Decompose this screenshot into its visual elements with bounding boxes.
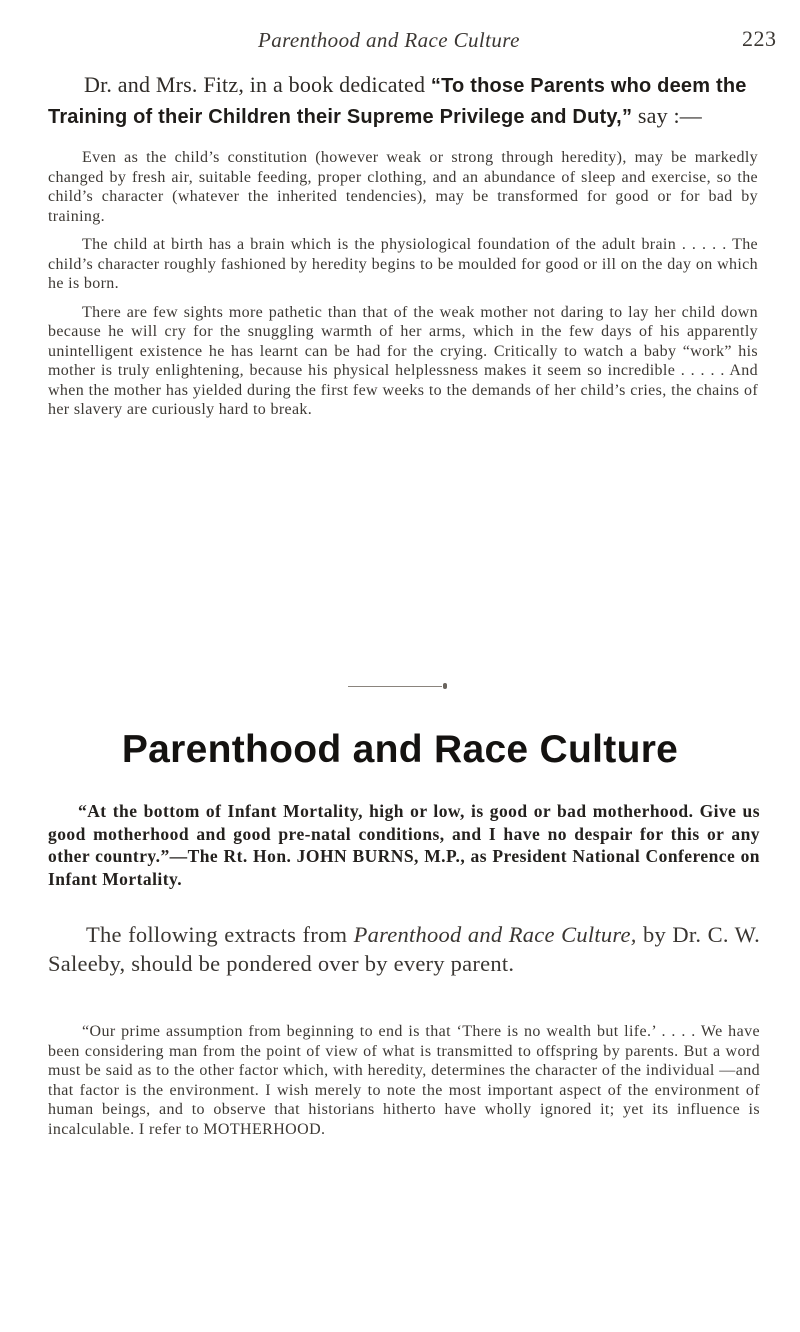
- book-dedication: “To those Parents who deem the Training of their Children their Supreme Privilege and Duty,”: [48, 75, 747, 128]
- lead-text-after: say :—: [632, 103, 702, 128]
- quoted-paragraph-2: The child at birth has a brain which is the physiological foundation of the adult brain . . . . . The child’s character roughly fashioned by heredity begins to be moulded for good or ill on the day on which he is born.: [48, 236, 758, 292]
- quoted-extract-block: [48, 148, 758, 429]
- quoted-paragraph-1: Even as the child’s constitution (however weak or strong through heredity), may be markedly changed by fresh air, suitable feeding, proper clothing, and an abundance of sleep and exercise, so the child’s character (whatever the inherited tendencies), may be transformed for good or for bad by training.: [48, 149, 758, 225]
- saleeby-extract: “Our prime assumption from beginning to end is that ‘There is no wealth but life.’ . . . . We have been considering man from the point of view of what is transmitted to offspring by parents. But a word must be said as to the other factor which, with heredity, determines the character of the individual —and that factor is the environment. I wish merely to note the most important aspect of the environment of human beings, and to observe that historians hitherto have wholly ignored it; yet its influence is incalculable. I refer to MOTHERHOOD.: [48, 1023, 760, 1138]
- page-number: 223: [742, 26, 777, 51]
- lead-paragraph: [48, 70, 758, 132]
- section-divider: [348, 686, 442, 687]
- epigraph-quote: “At the bottom of Infant Mortality, high or low, is good or bad motherhood. Give us good motherhood and good pre-natal conditions, and I have no despair for this or any other country.”—The Rt. Hon. JOHN BURNS, M.P., as President National Conference on Infant Mortality.: [48, 801, 760, 889]
- intro-text-after: by Dr. C. W. Saleeby, should be pondered over by every parent.: [48, 922, 760, 976]
- divider-ornament: [443, 683, 447, 689]
- intro-text-before: The following extracts from: [86, 922, 354, 947]
- book-title-reference: Parenthood and Race Culture,: [353, 922, 637, 947]
- running-head: Parenthood and Race Culture: [258, 28, 520, 52]
- section-title: Parenthood and Race Culture: [121, 728, 679, 771]
- lead-text-before: Dr. and Mrs. Fitz, in a book dedicated: [84, 72, 431, 97]
- quoted-paragraph-3: There are few sights more pathetic than that of the weak mother not daring to lay her child down because he will cry for the snuggling warmth of her arms, which in the few days of his apparently unintelligent existence he has learnt can be had for the crying. Critically to watch a baby “work” his mother is truly enlightening, because his physical helplessness makes it seem so incredible . . . . . And when the mother has yielded during the first few weeks to the demands of her child’s cries, the chains of her slavery are curiously hard to break.: [48, 303, 758, 418]
- intro-paragraph: [48, 920, 760, 978]
